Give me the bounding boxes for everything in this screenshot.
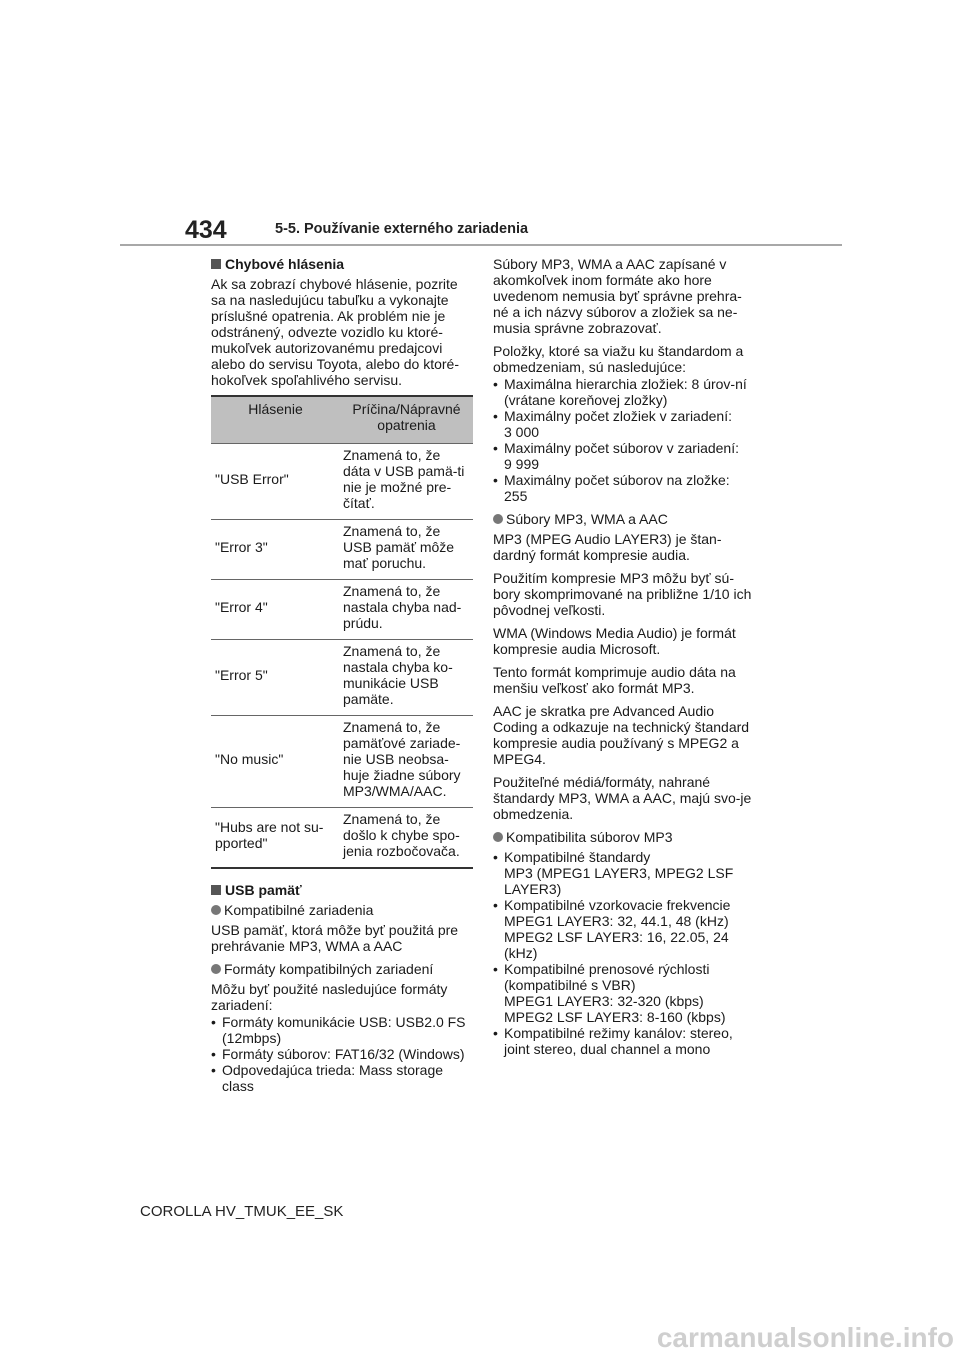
mp3-compatibility-list: [493, 849, 755, 1057]
device-formats-list: [211, 1014, 473, 1094]
list-item: • Formáty súborov: FAT16/32 (Windows): [211, 1046, 473, 1062]
error-messages-table: [211, 395, 473, 869]
list-item: • Maximálny počet súborov na zložke: 255: [493, 472, 755, 504]
subheading-text: Súbory MP3, WMA a AAC: [506, 511, 668, 527]
document-code: COROLLA HV_TMUK_EE_SK: [140, 1203, 344, 1220]
message-cell: "Error 3": [211, 520, 340, 580]
cause-cell: Znamená to, že pamäťové zariade-nie USB neobsa-huje žiadne súbory MP3/WMA/AAC.: [340, 716, 473, 808]
circle-bullet-icon: [493, 514, 503, 524]
message-cell: "Error 5": [211, 640, 340, 716]
subheading-text: Kompatibilné zariadenia: [224, 902, 374, 918]
device-formats-text: Môžu byť použité nasledujúce formáty zariadení:: [211, 981, 448, 1013]
circle-bullet-icon: [493, 832, 503, 842]
table-header-message: Hlásenie: [211, 396, 340, 444]
table-row: [211, 640, 473, 716]
cause-cell: Znamená to, že nastala chyba ko-munikácie USB pamäte.: [340, 640, 473, 716]
paragraph: Položky, ktoré sa viažu ku štandardom a obmedzeniam, sú nasledujúce:: [493, 343, 744, 375]
section-title: 5-5. Používanie externého zariadenia: [275, 221, 529, 237]
error-messages-heading: [211, 256, 473, 272]
table-row: [211, 716, 473, 808]
header-divider: [120, 244, 842, 246]
paragraph: MP3 (MPEG Audio LAYER3) je štan-dardný formát kompresie audia.: [493, 531, 722, 563]
table-header-row: [211, 396, 473, 444]
device-formats-heading: [211, 961, 473, 977]
page-number: 434: [185, 216, 227, 244]
list-item: • Kompatibilné vzorkovacie frekvencie MPEG1 LAYER3: 32, 44.1, 48 (kHz) MPEG2 LSF LAYER3: 16, 22.05, 24 (kHz): [493, 897, 755, 961]
table-row: [211, 580, 473, 640]
square-bullet-icon: [211, 885, 221, 895]
message-cell: "USB Error": [211, 444, 340, 520]
table-row: [211, 444, 473, 520]
message-cell: "Error 4": [211, 580, 340, 640]
list-item: • Maximálny počet súborov v zariadení: 9 999: [493, 440, 755, 472]
list-item: • Kompatibilné režimy kanálov: stereo, joint stereo, dual channel a mono: [493, 1025, 755, 1057]
paragraph: Súbory MP3, WMA a AAC zapísané v akomkoľvek inom formáte ako hore uvedenom nemusia byť správne prehra-né a ich názvy súborov a zložiek sa ne-musia správne zobrazovať.: [493, 256, 742, 336]
table-row: [211, 520, 473, 580]
watermark: carmanualsonline.info: [656, 1322, 954, 1353]
cause-cell: Znamená to, že USB pamäť môže mať poruchu.: [340, 520, 473, 580]
table-header-cause: Príčina/Nápravné opatrenia: [340, 396, 473, 444]
heading-text: USB pamäť: [225, 882, 302, 898]
circle-bullet-icon: [211, 964, 221, 974]
paragraph: AAC je skratka pre Advanced Audio Coding a odkazuje na technický štandard kompresie audia používaný s MPEG2 a MPEG4.: [493, 703, 750, 767]
table-row: [211, 808, 473, 869]
subheading-text: Kompatibilita súborov MP3: [506, 829, 673, 845]
paragraph: Tento formát komprimuje audio dáta na menšiu veľkosť ako formát MP3.: [493, 664, 736, 696]
paragraph: Použiteľné médiá/formáty, nahrané štandardy MP3, WMA a AAC, majú svo-je obmedzenia.: [493, 774, 752, 822]
list-item: • Kompatibilné štandardy MP3 (MPEG1 LAYER3, MPEG2 LSF LAYER3): [493, 849, 755, 897]
paragraph: WMA (Windows Media Audio) je formát kompresie audia Microsoft.: [493, 625, 736, 657]
list-item: • Maximálny počet zložiek v zariadení: 3 000: [493, 408, 755, 440]
mp3-files-heading: [493, 511, 755, 527]
message-cell: "No music": [211, 716, 340, 808]
list-item: • Maximálna hierarchia zložiek: 8 úrov-ní (vrátane koreňovej zložky): [493, 376, 755, 408]
right-column: [493, 256, 755, 1064]
square-bullet-icon: [211, 259, 221, 269]
compatible-devices-text: USB pamäť, ktorá môže byť použitá pre prehrávanie MP3, WMA a AAC: [211, 922, 459, 954]
subheading-text: Formáty kompatibilných zariadení: [224, 961, 434, 977]
cause-cell: Znamená to, že došlo k chybe spo-jenia rozbočovača.: [340, 808, 473, 869]
cause-cell: Znamená to, že dáta v USB pamä-ti nie je možné pre-čítať.: [340, 444, 473, 520]
cause-cell: Znamená to, že nastala chyba nad-prúdu.: [340, 580, 473, 640]
list-item: • Formáty komunikácie USB: USB2.0 FS (12mbps): [211, 1014, 473, 1046]
paragraph: Použitím kompresie MP3 môžu byť sú-bory skomprimované na približne 1/10 ich pôvodnej veľkosti.: [493, 570, 752, 618]
limits-list: [493, 376, 755, 504]
error-intro-text: Ak sa zobrazí chybové hlásenie, pozrite sa na nasledujúcu tabuľku a vykonajte príslušné opatrenia. Ak problém nie je odstránený, odvezte vozidlo ku ktoré-mukoľvek autorizovanému predajcovi alebo do servisu Toyota, alebo do ktoré-hokoľvek spoľahlivého servisu.: [211, 276, 460, 388]
list-item: • Kompatibilné prenosové rýchlosti (kompatibilné s VBR) MPEG1 LAYER3: 32-320 (kbps) MPEG2 LSF LAYER3: 8-160 (kbps): [493, 961, 755, 1025]
circle-bullet-icon: [211, 905, 221, 915]
heading-text: Chybové hlásenia: [225, 256, 345, 272]
list-item: • Odpovedajúca trieda: Mass storage class: [211, 1062, 473, 1094]
message-cell: "Hubs are not su-pported": [211, 808, 340, 869]
mp3-compatibility-heading: [493, 829, 755, 845]
usb-memory-heading: [211, 882, 473, 898]
left-column: [211, 256, 473, 1101]
compatible-devices-heading: [211, 902, 473, 918]
